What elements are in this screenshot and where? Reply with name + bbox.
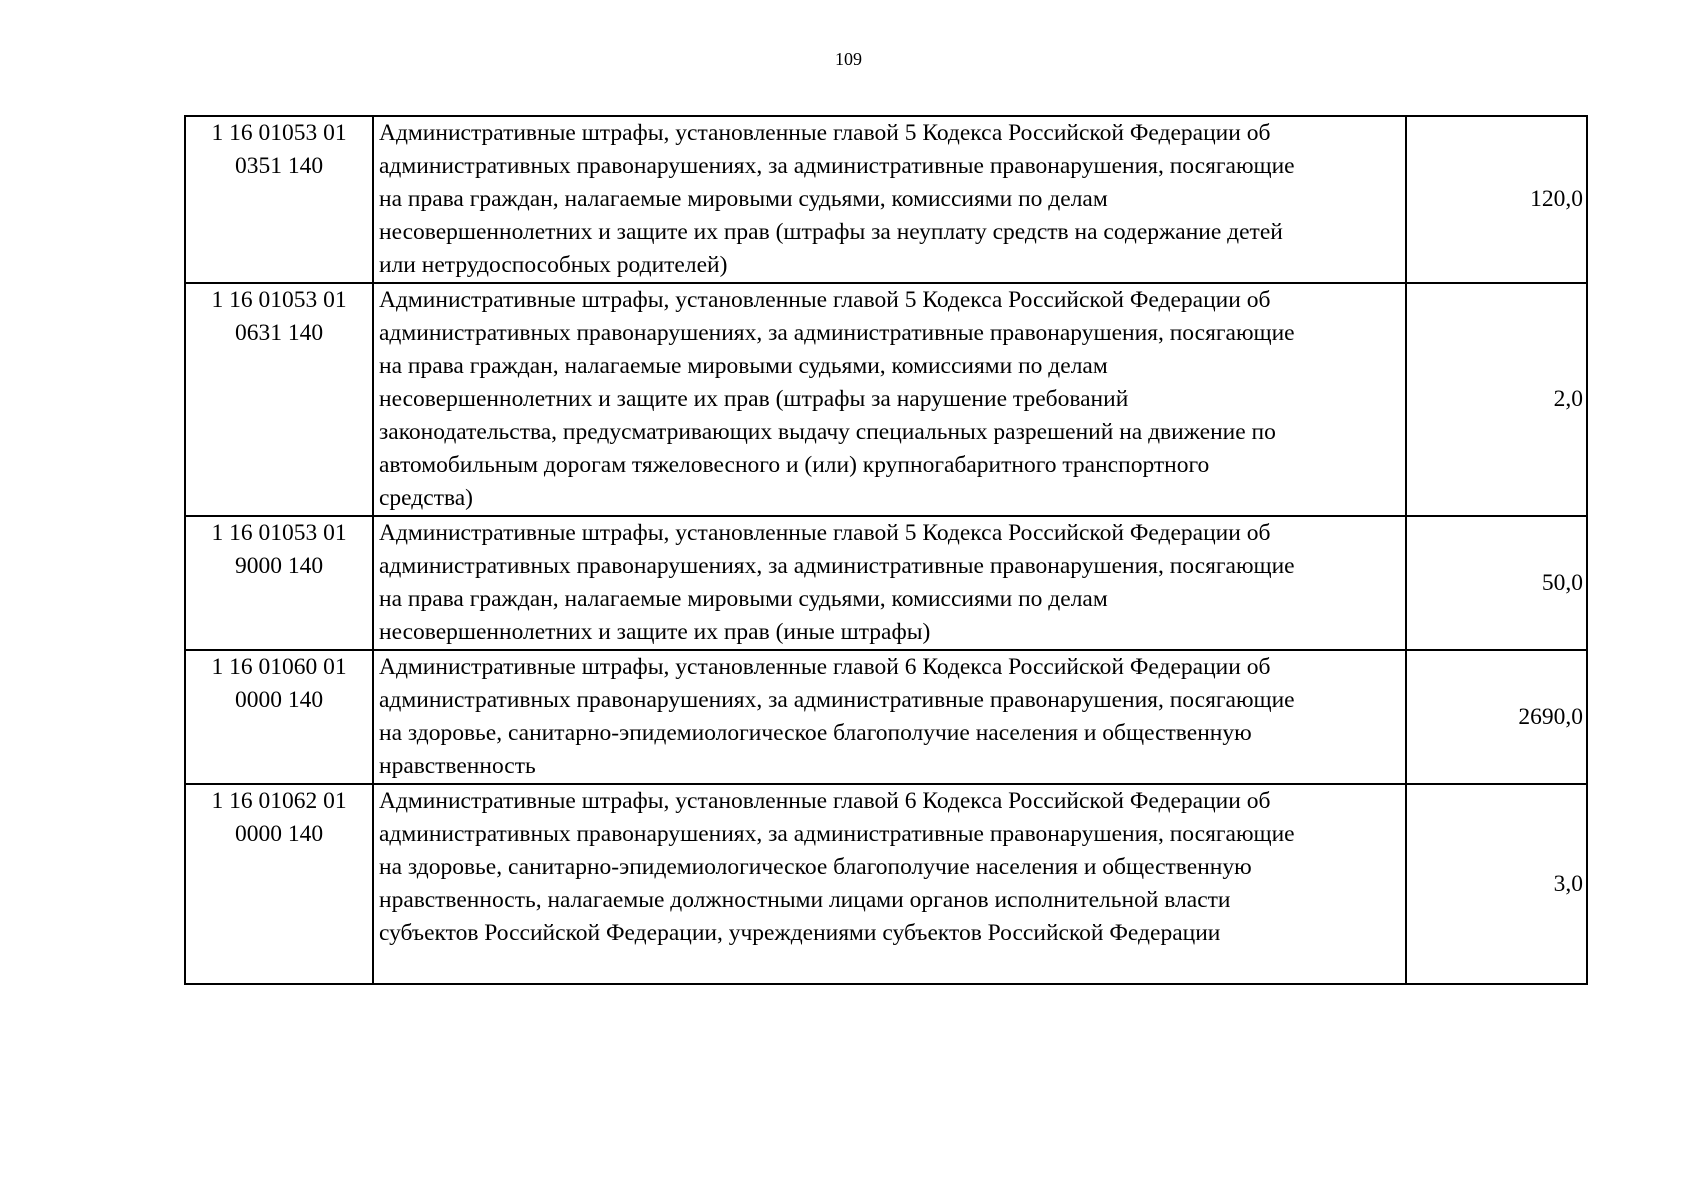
description-line: административных правонарушениях, за административные правонарушения, посягающие: [379, 821, 1295, 847]
table-row: [185, 516, 1587, 650]
description-line: на права граждан, налагаемые мировыми судьями, комиссиями по делам: [379, 186, 1108, 212]
budget-code-line: 9000 140: [234, 553, 324, 579]
description-line: Административные штрафы, установленные главой 5 Кодекса Российской Федерации об: [379, 520, 1271, 546]
table-row: [185, 283, 1587, 516]
description-cell: [373, 283, 1406, 516]
budget-code-line: 0631 140: [234, 320, 324, 346]
budget-code-cell: [185, 650, 373, 784]
budget-code-cell: [185, 116, 373, 283]
description-line: автомобильным дорогам тяжеловесного и (или) крупногабаритного транспортного: [379, 452, 1210, 478]
budget-code-cell: [185, 283, 373, 516]
description-line: несовершеннолетних и защите их прав (иные штрафы): [379, 619, 931, 645]
description-line: Административные штрафы, установленные главой 5 Кодекса Российской Федерации об: [379, 287, 1271, 313]
revenue-table: [184, 115, 1588, 985]
budget-code-line: 1 16 01053 01: [211, 520, 347, 546]
description-line: или нетрудоспособных родителей): [379, 252, 728, 278]
description-line: административных правонарушениях, за административные правонарушения, посягающие: [379, 320, 1295, 346]
page-number: 109: [835, 49, 862, 69]
budget-code-line: 1 16 01062 01: [211, 788, 347, 814]
description-cell: [373, 784, 1406, 984]
description-line: несовершеннолетних и защите их прав (штрафы за нарушение требований: [379, 386, 1129, 412]
budget-code-line: 1 16 01053 01: [211, 120, 347, 146]
description-line: законодательства, предусматривающих выдачу специальных разрешений на движение по: [379, 419, 1276, 445]
budget-code-cell: [185, 516, 373, 650]
table-row: [185, 116, 1587, 283]
description-line: административных правонарушениях, за административные правонарушения, посягающие: [379, 553, 1295, 579]
description-line: нравственность, налагаемые должностными лицами органов исполнительной власти: [379, 887, 1231, 913]
description-line: на права граждан, налагаемые мировыми судьями, комиссиями по делам: [379, 353, 1108, 379]
description-line: средства): [379, 485, 473, 511]
budget-code-line: 1 16 01053 01: [211, 287, 347, 313]
amount-cell: 120,0: [1406, 116, 1587, 283]
description-line: субъектов Российской Федерации, учреждениями субъектов Российской Федерации: [379, 920, 1221, 946]
budget-code-cell: [185, 784, 373, 984]
description-cell: [373, 650, 1406, 784]
budget-code-line: 0000 140: [234, 821, 324, 847]
description-line: административных правонарушениях, за административные правонарушения, посягающие: [379, 687, 1295, 713]
amount-cell: 2,0: [1406, 283, 1587, 516]
table-row: [185, 650, 1587, 784]
amount-cell: 50,0: [1406, 516, 1587, 650]
description-line: Административные штрафы, установленные главой 6 Кодекса Российской Федерации об: [379, 654, 1271, 680]
description-cell: [373, 516, 1406, 650]
description-line: несовершеннолетних и защите их прав (штрафы за неуплату средств на содержание детей: [379, 219, 1283, 245]
description-line: нравственность: [379, 753, 536, 779]
budget-code-line: 1 16 01060 01: [211, 654, 347, 680]
table-row: [185, 784, 1587, 984]
amount-cell: 3,0: [1406, 784, 1587, 984]
description-line: на здоровье, санитарно-эпидемиологическое благополучие населения и общественную: [379, 854, 1252, 880]
description-line: на права граждан, налагаемые мировыми судьями, комиссиями по делам: [379, 586, 1108, 612]
description-line: Административные штрафы, установленные главой 5 Кодекса Российской Федерации об: [379, 120, 1271, 146]
description-cell: [373, 116, 1406, 283]
description-line: административных правонарушениях, за административные правонарушения, посягающие: [379, 153, 1295, 179]
amount-cell: 2690,0: [1406, 650, 1587, 784]
description-line: Административные штрафы, установленные главой 6 Кодекса Российской Федерации об: [379, 788, 1271, 814]
budget-code-line: 0000 140: [234, 687, 324, 713]
budget-code-line: 0351 140: [234, 153, 324, 179]
description-line: на здоровье, санитарно-эпидемиологическое благополучие населения и общественную: [379, 720, 1252, 746]
